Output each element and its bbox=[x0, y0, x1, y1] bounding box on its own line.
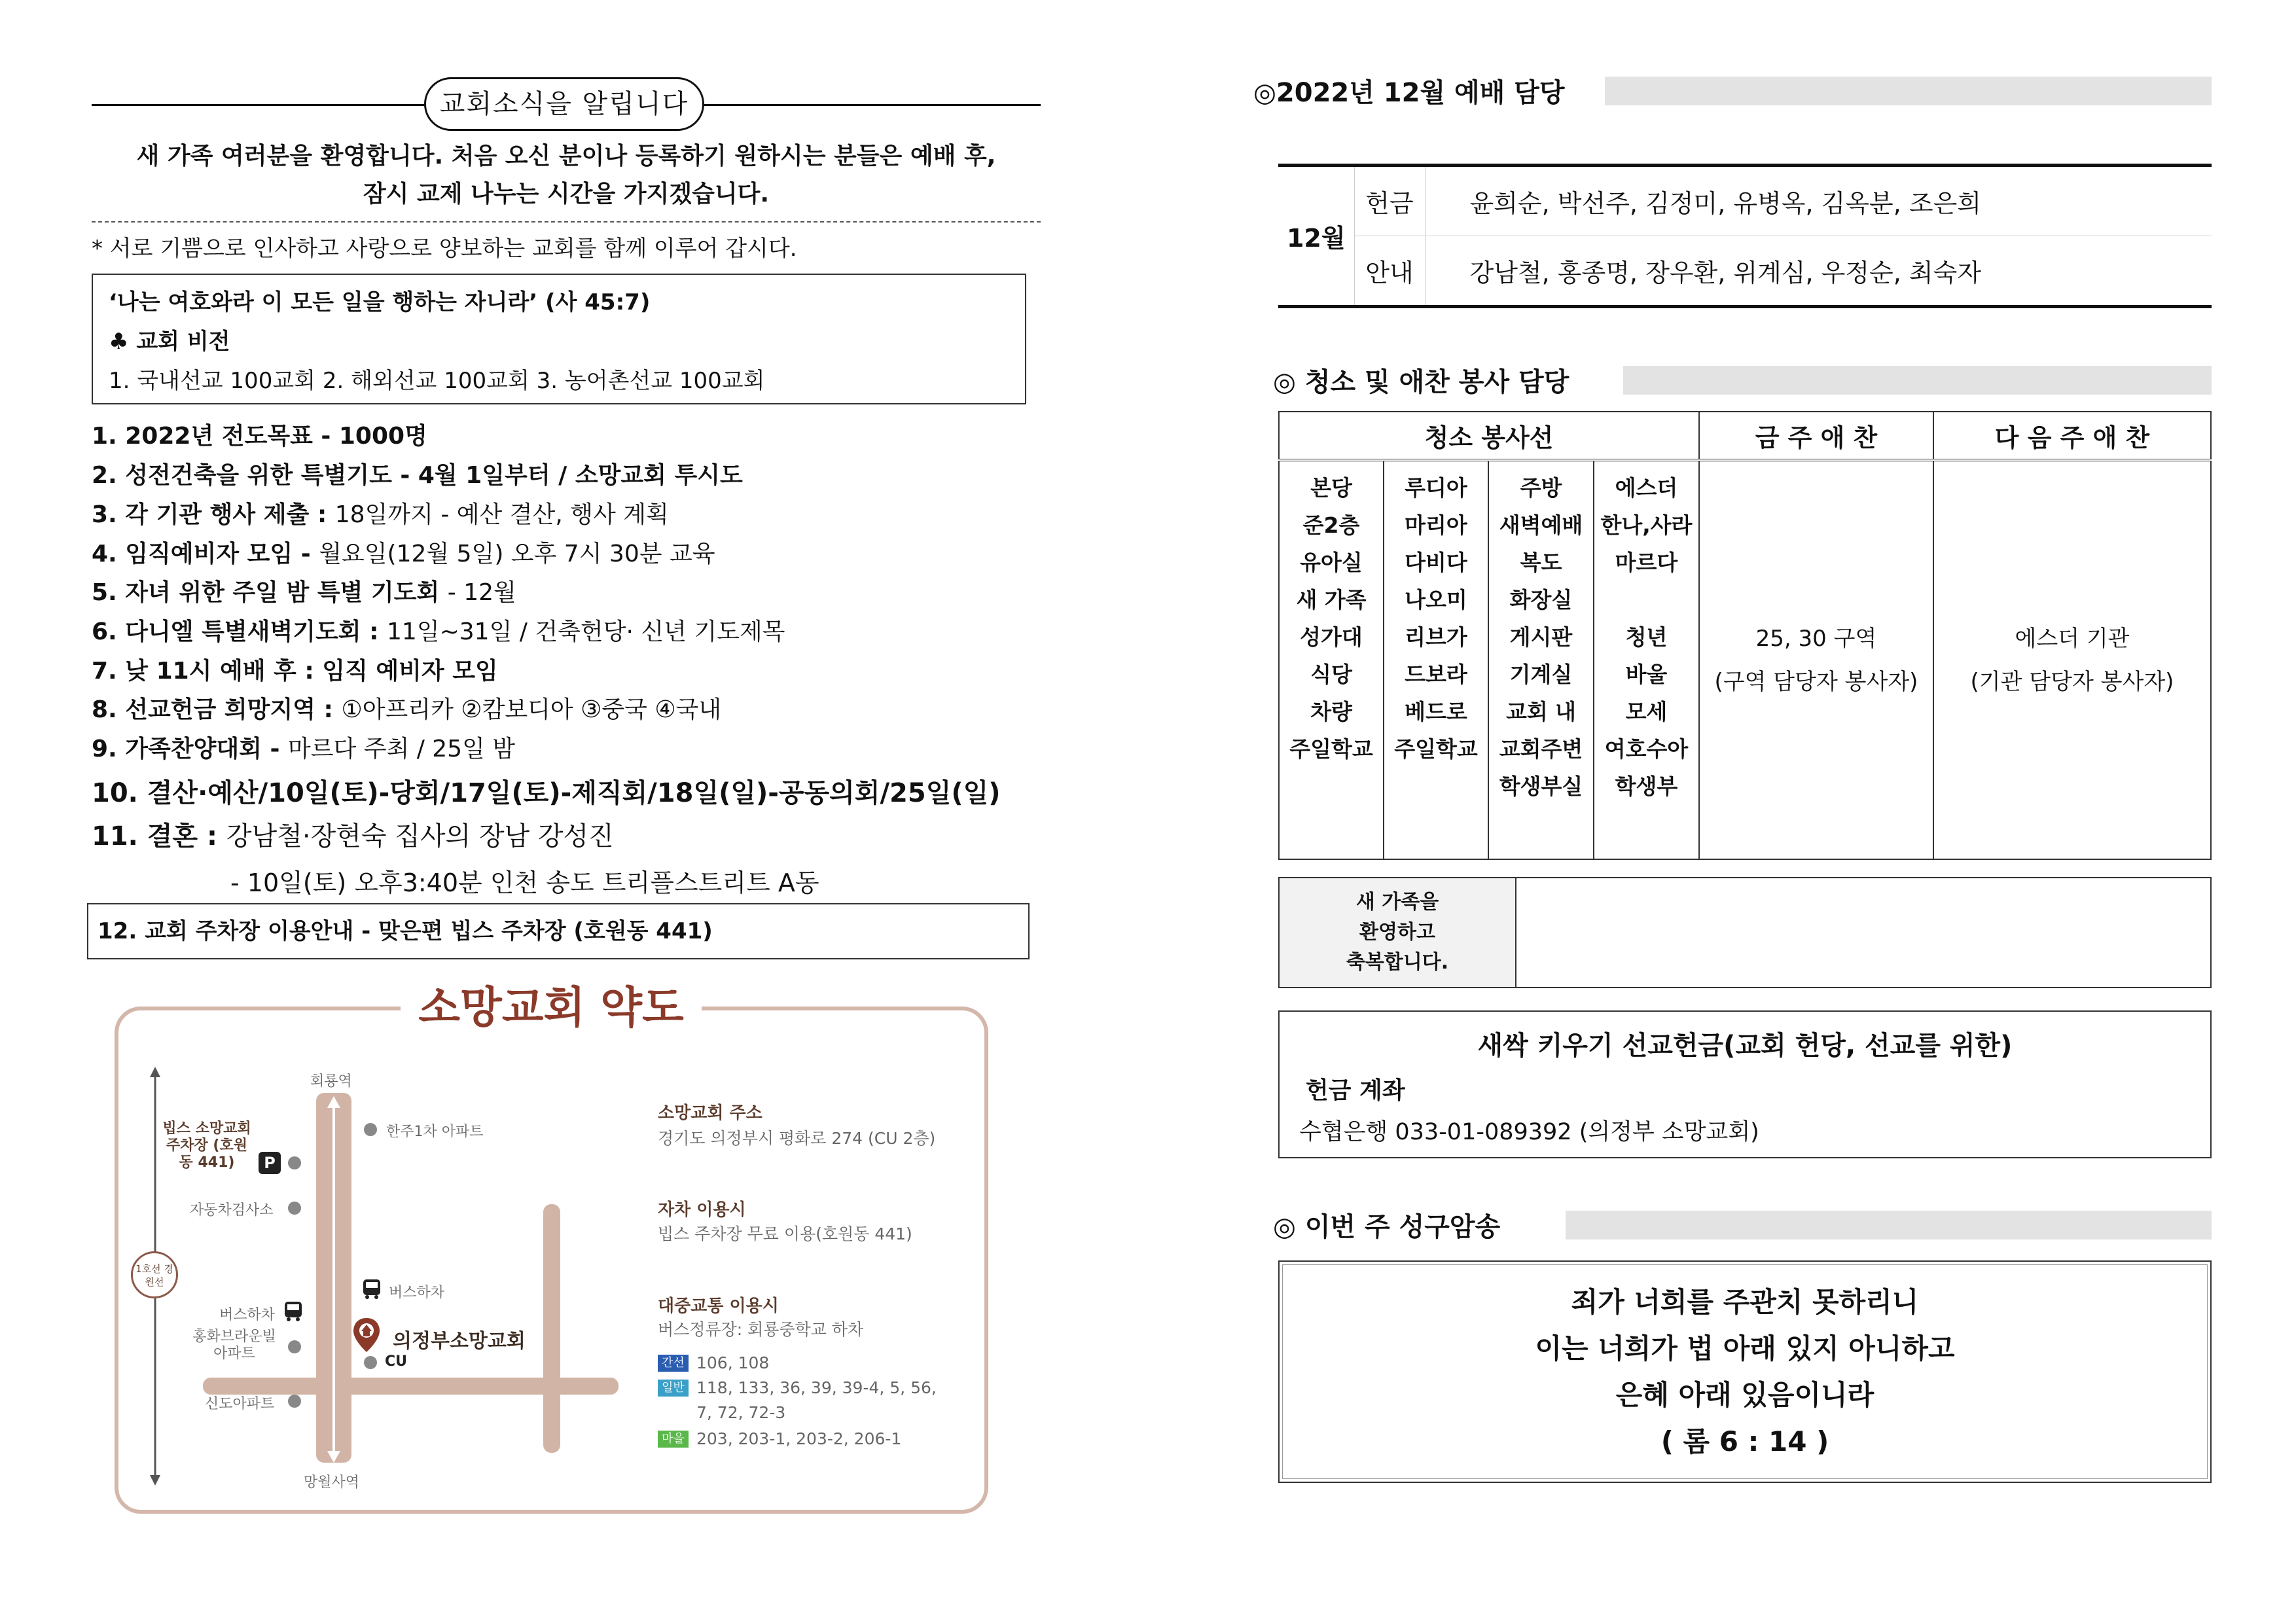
header-this-week: 금 주 애 찬 bbox=[1699, 412, 1933, 460]
welcome-message bbox=[92, 137, 1041, 213]
offering-box bbox=[1278, 1010, 2212, 1158]
bus-stop-right: 버스하차 bbox=[389, 1285, 445, 1301]
new-family-line-1: 새 가족을 bbox=[1355, 891, 1439, 914]
cleaning-assignment: 바울 bbox=[1625, 662, 1668, 687]
news-item-bold: 5. 자녀 위한 주일 밤 특별 기도회 bbox=[92, 579, 448, 606]
cu-dot bbox=[364, 1356, 377, 1369]
news-item bbox=[92, 535, 715, 569]
table-row bbox=[1279, 460, 2211, 859]
cleaning-assignment: 화장실 bbox=[1509, 587, 1573, 613]
cleaning-assignment: 주일학교 bbox=[1289, 736, 1373, 762]
news-item bbox=[92, 613, 785, 647]
new-family-line-2: 환영하고 bbox=[1359, 921, 1435, 944]
news-item-bold: 11. 결혼 : bbox=[92, 821, 226, 851]
next-week-note: (기관 담당자 봉사자) bbox=[1970, 668, 2174, 695]
news-item-bold: 4. 임직예비자 모임 - bbox=[92, 541, 319, 567]
cleaning-assignment: 교회 내 bbox=[1505, 699, 1577, 724]
public-title: 대중교통 이용시 bbox=[658, 1296, 779, 1316]
role-usher: 안내 bbox=[1354, 236, 1425, 307]
cleaning-table bbox=[1278, 411, 2212, 860]
cleaning-assignment: 성가대 bbox=[1300, 624, 1363, 650]
verse-line-1: 죄가 너희를 주관치 못하리니 bbox=[1571, 1286, 1919, 1318]
cleaning-assignment: 루디아 bbox=[1405, 475, 1467, 501]
offering-title: 새싹 키우기 선교헌금(교회 헌당, 선교를 위한) bbox=[1477, 1031, 2013, 1061]
parking-label: 빕스 소망교회 주차장 (호원동 441) bbox=[162, 1120, 251, 1171]
cleaning-assignment: 드보라 bbox=[1405, 662, 1467, 687]
cleaning-assignment: 게시판 bbox=[1509, 624, 1573, 650]
this-week-group: 25, 30 구역 bbox=[1755, 625, 1877, 652]
inspection-label: 자동차검사소 bbox=[190, 1202, 274, 1219]
hanju-dot bbox=[364, 1123, 377, 1136]
bus-routes: 203, 203-1, 203-2, 206-1 bbox=[696, 1429, 902, 1448]
news-item bbox=[92, 574, 516, 607]
bus-stop-left: 버스하차 bbox=[219, 1307, 276, 1323]
worship-title: ◎2022년 12월 예배 담당 bbox=[1253, 72, 1585, 109]
church-pin-icon bbox=[352, 1317, 381, 1353]
cleaning-assignment: 유아실 bbox=[1300, 550, 1363, 575]
table-header-row bbox=[1279, 412, 2211, 460]
address-text: 경기도 의정부시 평화로 274 (CU 2층) bbox=[658, 1129, 936, 1148]
cleaning-assignment bbox=[1594, 581, 1698, 618]
cleaning-assignment: 리브가 bbox=[1405, 624, 1467, 650]
clean-col-1 bbox=[1279, 460, 1384, 859]
north-station: 회룡역 bbox=[310, 1073, 352, 1090]
bus-type-tag: 간선 bbox=[658, 1355, 689, 1372]
bus-type-tag: 마을 bbox=[658, 1431, 689, 1448]
cleaning-assignment: 베드로 bbox=[1405, 699, 1467, 724]
verse-title-bar bbox=[1566, 1211, 2212, 1240]
verse-reference: ( 롬 6 : 14 ) bbox=[1660, 1425, 1829, 1457]
cleaning-title-bar bbox=[1623, 366, 2212, 395]
news-item-text: - 12월 bbox=[447, 579, 516, 606]
cleaning-assignment: 새벽예배 bbox=[1499, 512, 1583, 538]
address-title: 소망교회 주소 bbox=[658, 1103, 762, 1123]
news-item-text: 강남철·장현숙 집사의 장남 강성진 bbox=[226, 821, 614, 851]
worship-table bbox=[1278, 164, 2212, 308]
cleaning-assignment: 여호수아 bbox=[1604, 736, 1689, 762]
news-item-text: 마르다 주최 / 25일 밤 bbox=[287, 736, 516, 762]
news-item-bold: 10. 결산·예산/10일(토)-당회/17일(토)-제직회/18일(일)-공동의회/25일(일) bbox=[92, 778, 1001, 808]
news-item bbox=[92, 691, 721, 724]
dashed-divider bbox=[92, 221, 1041, 223]
car-title: 자차 이용시 bbox=[658, 1200, 746, 1220]
cleaning-assignment: 에스더 bbox=[1615, 475, 1678, 501]
news-item-bold: 1. 2022년 전도목표 - 1000명 bbox=[92, 423, 427, 450]
news-item-bold: 2. 성전건축을 위한 특별기도 - 4월 1일부터 / 소망교회 투시도 bbox=[92, 462, 743, 489]
map-title: 소망교회 약도 bbox=[401, 976, 702, 1039]
clean-col-4 bbox=[1594, 460, 1699, 859]
road-arrows bbox=[324, 1096, 344, 1463]
news-item-text: 월요일(12월 5일) 오후 7시 30분 교육 bbox=[319, 541, 715, 567]
new-family-line-3: 축복합니다. bbox=[1346, 951, 1449, 974]
bus-routes: 118, 133, 36, 39, 39-4, 5, 56, bbox=[696, 1378, 937, 1397]
news-item bbox=[92, 418, 427, 451]
inspection-dot bbox=[288, 1202, 301, 1215]
cleaning-assignment: 청년 bbox=[1625, 624, 1668, 650]
cleaning-assignment: 준2층 bbox=[1302, 512, 1360, 538]
cleaning-assignment: 차량 bbox=[1310, 699, 1352, 724]
role-offering: 헌금 bbox=[1354, 166, 1425, 236]
memory-verse-box bbox=[1278, 1260, 2212, 1483]
vision-items: 1. 국내선교 100교회 2. 해외선교 100교회 3. 농어촌선교 100교회 bbox=[109, 368, 765, 394]
cleaning-assignment: 주방 bbox=[1520, 475, 1562, 501]
hongwha-dot bbox=[288, 1340, 301, 1353]
public-stop: 버스정류장: 회룡중학교 하차 bbox=[658, 1320, 864, 1339]
parking-notice: 12. 교회 주차장 이용안내 - 맞은편 빕스 주차장 (호원동 441) bbox=[87, 903, 1030, 959]
names-offering: 윤희순, 박선주, 김정미, 유병옥, 김옥분, 조은희 bbox=[1425, 166, 2212, 236]
new-family-label bbox=[1280, 878, 1516, 987]
news-header: 교회소식을 알립니다 bbox=[424, 77, 704, 131]
bus-icon-right bbox=[361, 1278, 382, 1300]
next-week-group: 에스더 기관 bbox=[2015, 625, 2130, 652]
cleaning-assignment: 마리아 bbox=[1405, 512, 1467, 538]
cleaning-assignment: 한나,사라 bbox=[1600, 512, 1693, 538]
next-week-cell bbox=[1933, 460, 2211, 859]
welcome-line-2: 잠시 교제 나누는 시간을 가지겠습니다. bbox=[363, 181, 770, 207]
vision-box bbox=[92, 274, 1026, 404]
side-road bbox=[543, 1204, 560, 1453]
parking-dot bbox=[288, 1156, 301, 1169]
vision-title: ♣ 교회 비전 bbox=[109, 329, 230, 355]
worship-month: 12월 bbox=[1278, 166, 1354, 307]
car-text: 빕스 주차장 무료 이용(호원동 441) bbox=[658, 1224, 912, 1243]
table-row bbox=[1278, 166, 2212, 236]
news-item-text: 11일~31일 / 건축헌당· 신년 기도제목 bbox=[387, 618, 785, 645]
line-label: 1호선 경원선 bbox=[131, 1251, 178, 1298]
apt-sindo: 신도아파트 bbox=[205, 1396, 275, 1412]
news-item-text: ①아프리카 ②캄보디아 ③중국 ④국내 bbox=[341, 696, 722, 723]
news-item-bold: 6. 다니엘 특별새벽기도회 : bbox=[92, 618, 387, 645]
cleaning-assignment: 나오미 bbox=[1405, 587, 1467, 613]
cleaning-assignment: 학생부 bbox=[1615, 774, 1678, 799]
wedding-detail: - 10일(토) 오후3:40분 인천 송도 트리플스트리트 A동 bbox=[230, 868, 819, 897]
worship-title-bar bbox=[1605, 77, 2212, 105]
verse-line-2: 이는 너희가 법 아래 있지 아니하고 bbox=[1535, 1332, 1955, 1364]
cleaning-assignment: 학생부실 bbox=[1499, 774, 1583, 799]
verse-title: ◎ 이번 주 성구암송 bbox=[1273, 1206, 1520, 1243]
header-cleaning: 청소 봉사선 bbox=[1279, 412, 1699, 460]
cleaning-assignment: 교회주변 bbox=[1499, 736, 1583, 762]
news-item bbox=[92, 772, 1001, 810]
cleaning-assignment: 새 가족 bbox=[1296, 587, 1367, 613]
bus-icon-left bbox=[283, 1300, 304, 1323]
news-item bbox=[92, 496, 669, 529]
sindo-dot bbox=[288, 1395, 301, 1408]
welcome-line-1: 새 가족 여러분을 환영합니다. 처음 오신 분이나 등록하기 원하시는 분들은 예배 후, bbox=[136, 143, 996, 169]
cleaning-assignment: 기계실 bbox=[1509, 662, 1573, 687]
news-item-text: 18일까지 - 예산 결산, 행사 계획 bbox=[334, 501, 669, 528]
news-item bbox=[92, 815, 614, 853]
cleaning-assignment: 모세 bbox=[1625, 699, 1668, 724]
cleaning-assignment: 주일학교 bbox=[1394, 736, 1478, 762]
news-item-bold: 8. 선교헌금 희망지역 : bbox=[92, 696, 342, 723]
cleaning-assignment: 본당 bbox=[1310, 475, 1352, 501]
bus-type-tag: 일반 bbox=[658, 1380, 689, 1397]
news-item-bold: 7. 낮 11시 예배 후 : 임직 예비자 모임 bbox=[92, 658, 498, 685]
names-usher: 강남철, 홍종명, 장우환, 위계심, 우정순, 최숙자 bbox=[1469, 259, 1982, 287]
news-item bbox=[92, 457, 743, 490]
new-family-box bbox=[1278, 877, 2212, 988]
table-row bbox=[1278, 236, 2212, 307]
church-label: 의정부소망교회 bbox=[393, 1330, 526, 1353]
clean-col-3 bbox=[1488, 460, 1594, 859]
vision-verse: ‘나는 여호와라 이 모든 일을 행하는 자니라’ (사 45:7) bbox=[109, 289, 651, 315]
header-next-week: 다 음 주 애 찬 bbox=[1933, 412, 2211, 460]
verse-line-3: 은혜 아래 있음이니라 bbox=[1615, 1379, 1874, 1411]
cleaning-assignment: 다비다 bbox=[1405, 550, 1467, 575]
clean-col-2 bbox=[1384, 460, 1488, 859]
bus-routes: 106, 108 bbox=[696, 1353, 770, 1372]
apt-hanju: 한주1차 아파트 bbox=[386, 1124, 484, 1140]
news-item bbox=[92, 730, 515, 764]
cleaning-assignment: 마르다 bbox=[1615, 550, 1678, 575]
parking-icon: P bbox=[259, 1152, 281, 1174]
news-item-bold: 9. 가족찬양대회 - bbox=[92, 736, 288, 762]
apt-hongwha: 홍화브라운빌 아파트 bbox=[192, 1329, 276, 1362]
south-station: 망월사역 bbox=[304, 1474, 360, 1491]
news-item-bold: 3. 각 기관 행사 제출 : bbox=[92, 501, 335, 528]
cleaning-assignment: 식당 bbox=[1310, 662, 1352, 687]
cu-label: CU bbox=[385, 1353, 408, 1370]
this-week-cell bbox=[1699, 460, 1933, 859]
greeting-note: * 서로 기쁨으로 인사하고 사랑으로 양보하는 교회를 함께 이루어 갑시다. bbox=[92, 236, 797, 262]
this-week-note: (구역 담당자 봉사자) bbox=[1714, 668, 1918, 695]
cleaning-assignment: 복도 bbox=[1520, 550, 1562, 575]
cleaning-title: ◎ 청소 및 애찬 봉사 담당 bbox=[1273, 361, 1588, 399]
news-item bbox=[92, 652, 498, 686]
bus-routes: 7, 72, 72-3 bbox=[696, 1403, 786, 1422]
offering-label: 헌금 계좌 bbox=[1306, 1077, 1405, 1104]
offering-account: 수협은행 033-01-089392 (의정부 소망교회) bbox=[1299, 1119, 1759, 1145]
